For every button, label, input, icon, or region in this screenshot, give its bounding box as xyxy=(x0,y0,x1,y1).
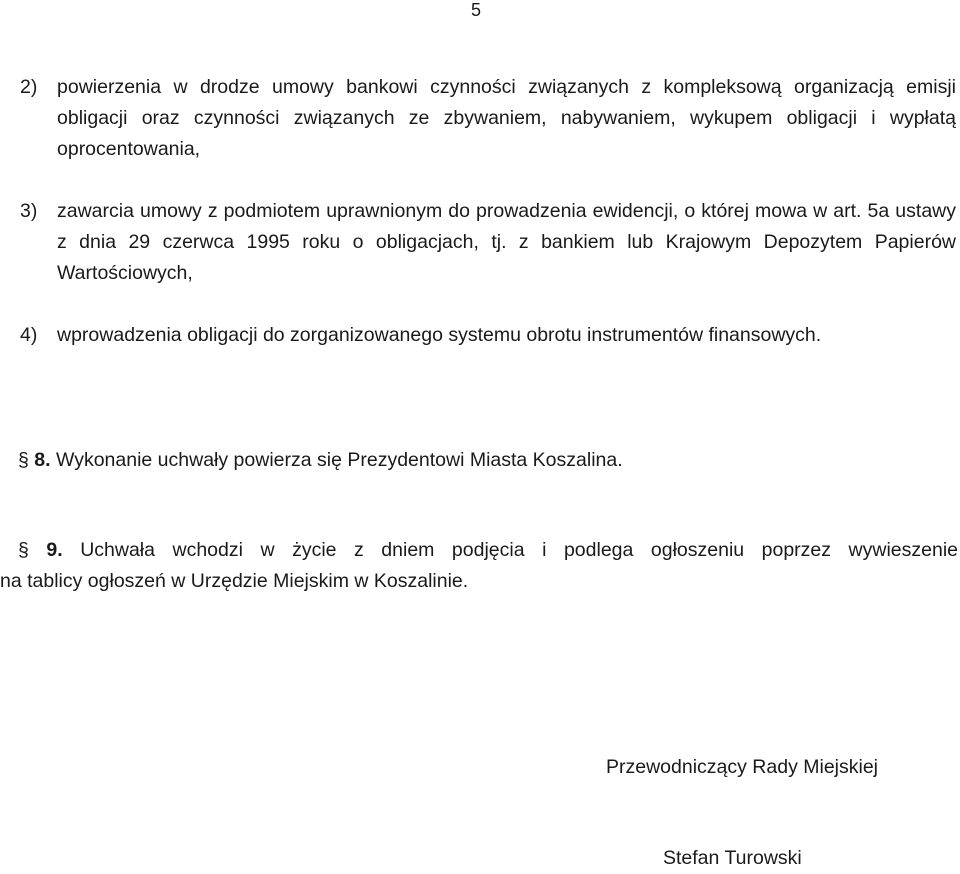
list-item-text: wprowadzenia obligacji do zorganizowanego systemu obrotu instrumentów finansowych. xyxy=(57,324,822,346)
list-item-text: powierzenia w drodze umowy bankowi czynności związanych z kompleksową organizacją emisji obligacji oraz czynności związanych ze zbywaniem, nabywaniem, wykupem obligacji i wypłatą oprocentowania, xyxy=(57,76,956,160)
section-number: 8. xyxy=(34,449,51,471)
section-text: Uchwała wchodzi w życie z dniem podjęcia i podlega ogłoszeniu poprzez wywieszenie xyxy=(80,539,959,561)
list-item-2 xyxy=(20,72,956,165)
signature-title: Przewodniczący Rady Miejskiej xyxy=(606,756,879,778)
section-text: Wykonanie uchwały powierza się Prezydentowi Miasta Koszalina. xyxy=(55,449,623,471)
list-item-4 xyxy=(20,320,956,351)
section-8 xyxy=(18,445,918,476)
list-item-number: 4) xyxy=(20,324,38,346)
section-line-2: na tablicy ogłoszeń w Urzędzie Miejskim w Koszalinie. xyxy=(0,570,469,592)
section-mark: § xyxy=(18,539,29,561)
list-item-number: 3) xyxy=(20,200,38,222)
section-9 xyxy=(0,535,958,597)
page-number: 5 xyxy=(471,0,482,20)
section-line-1 xyxy=(0,535,958,566)
list-item-number: 2) xyxy=(20,76,38,98)
list-item-3 xyxy=(20,196,956,289)
list-item-text: zawarcia umowy z podmiotem uprawnionym do prowadzenia ewidencji, o której mowa w art. 5a ustawy z dnia 29 czerwca 1995 roku o obligacjach, tj. z bankiem lub Krajowym Depozytem Papierów Wartościowych, xyxy=(57,200,956,284)
section-mark: § xyxy=(18,449,29,471)
section-number: 9. xyxy=(46,539,63,561)
signature-name: Stefan Turowski xyxy=(663,847,802,869)
